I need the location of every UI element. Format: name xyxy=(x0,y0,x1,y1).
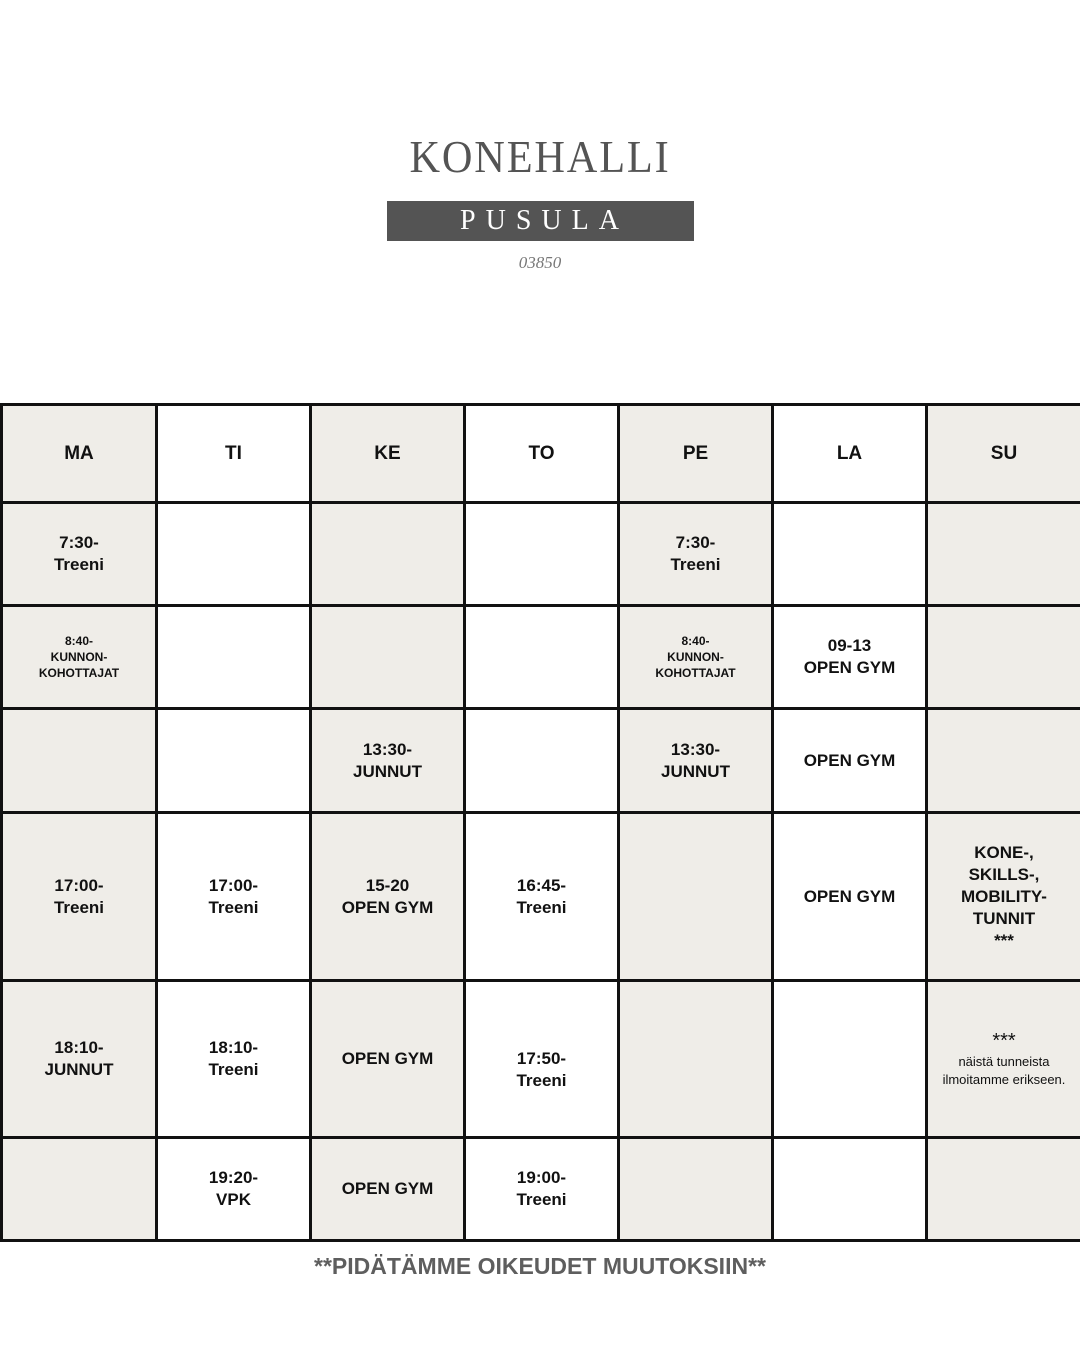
schedule-cell xyxy=(465,606,619,709)
table-row xyxy=(2,606,1080,709)
day-header-pe: PE xyxy=(619,405,773,503)
cell-text: OPEN GYM xyxy=(803,750,896,770)
cell-text: 13:30- JUNNUT xyxy=(353,739,422,781)
schedule-cell xyxy=(927,709,1080,813)
schedule-cell xyxy=(157,1138,311,1241)
cell-text: 17:00- Treeni xyxy=(208,875,259,917)
cell-text: 16:45- Treeni xyxy=(516,875,567,917)
day-header-ma: MA xyxy=(2,405,157,503)
schedule-cell xyxy=(773,709,927,813)
schedule-cell xyxy=(311,503,465,606)
brand-location-bar xyxy=(387,201,694,241)
schedule-cell xyxy=(773,503,927,606)
day-header-to: TO xyxy=(465,405,619,503)
postal-code: 03850 xyxy=(518,253,562,272)
cell-text: KONE-, SKILLS-, MOBILITY- TUNNIT *** xyxy=(961,842,1047,950)
cell-text: OPEN GYM xyxy=(803,886,896,906)
weekly-schedule-table xyxy=(0,403,1080,1242)
cell-text: OPEN GYM xyxy=(341,1179,434,1198)
cell-text: 13:30- JUNNUT xyxy=(661,739,730,781)
schedule-cell xyxy=(2,606,157,709)
schedule-cell xyxy=(465,813,619,981)
schedule-cell xyxy=(2,709,157,813)
su-note-text: näistä tunneista ilmoitamme erikseen. xyxy=(942,1054,1066,1087)
schedule-cell xyxy=(619,813,773,981)
schedule-cell xyxy=(773,813,927,981)
brand-location: PUSULA xyxy=(460,205,629,236)
schedule-cell xyxy=(927,813,1080,981)
schedule-cell xyxy=(157,709,311,813)
schedule-cell xyxy=(311,981,465,1138)
cell-text: 18:10- Treeni xyxy=(208,1038,259,1079)
cell-text: 8:40- KUNNON- KOHOTTAJAT xyxy=(38,634,120,680)
schedule-cell xyxy=(2,1138,157,1241)
schedule-cell xyxy=(311,709,465,813)
cell-text: 17:50- Treeni xyxy=(516,1049,567,1090)
su-note-stars: *** xyxy=(992,1030,1016,1052)
brand-title: KONEHALLI xyxy=(409,131,671,182)
schedule-cell xyxy=(465,503,619,606)
schedule-cell xyxy=(157,606,311,709)
schedule-cell xyxy=(157,981,311,1138)
cell-text: 19:20- VPK xyxy=(208,1168,259,1209)
cell-text: 7:30- Treeni xyxy=(53,533,105,574)
table-row xyxy=(2,709,1080,813)
schedule-cell xyxy=(619,1138,773,1241)
cell-text: OPEN GYM xyxy=(341,1049,434,1068)
schedule-cell xyxy=(927,1138,1080,1241)
day-header-su: SU xyxy=(927,405,1080,503)
disclaimer-footer: **PIDÄTÄMME OIKEUDET MUUTOKSIIN** xyxy=(314,1253,766,1279)
schedule-cell xyxy=(619,709,773,813)
schedule-cell xyxy=(773,606,927,709)
cell-text: 09-13 OPEN GYM xyxy=(803,636,896,677)
schedule-cell xyxy=(2,813,157,981)
schedule-cell xyxy=(465,709,619,813)
schedule-cell xyxy=(2,503,157,606)
schedule-cell xyxy=(311,1138,465,1241)
schedule-cell xyxy=(927,503,1080,606)
cell-text: 8:40- KUNNON- KOHOTTAJAT xyxy=(655,634,736,680)
table-header-row xyxy=(2,405,1080,503)
schedule-cell xyxy=(773,981,927,1138)
schedule-cell xyxy=(465,1138,619,1241)
table-row xyxy=(2,981,1080,1138)
schedule-cell xyxy=(927,606,1080,709)
header xyxy=(0,0,1080,300)
schedule-cell xyxy=(619,606,773,709)
day-header-ti: TI xyxy=(157,405,311,503)
schedule-cell xyxy=(465,981,619,1138)
schedule-cell xyxy=(311,606,465,709)
table-row xyxy=(2,503,1080,606)
schedule-cell xyxy=(2,981,157,1138)
schedule-cell xyxy=(619,503,773,606)
cell-text: 15-20 OPEN GYM xyxy=(341,875,434,917)
day-header-ke: KE xyxy=(311,405,465,503)
schedule-cell xyxy=(619,981,773,1138)
schedule-cell xyxy=(311,813,465,981)
day-header-la: LA xyxy=(773,405,927,503)
cell-text: 19:00- Treeni xyxy=(516,1168,567,1209)
schedule-cell xyxy=(157,503,311,606)
schedule-cell xyxy=(157,813,311,981)
su-note-cell xyxy=(927,981,1080,1138)
cell-text: 7:30- Treeni xyxy=(670,533,721,574)
table-row xyxy=(2,813,1080,981)
cell-text: 17:00- Treeni xyxy=(53,875,105,917)
cell-text: 18:10- JUNNUT xyxy=(44,1038,114,1079)
schedule-cell xyxy=(773,1138,927,1241)
table-row xyxy=(2,1138,1080,1241)
